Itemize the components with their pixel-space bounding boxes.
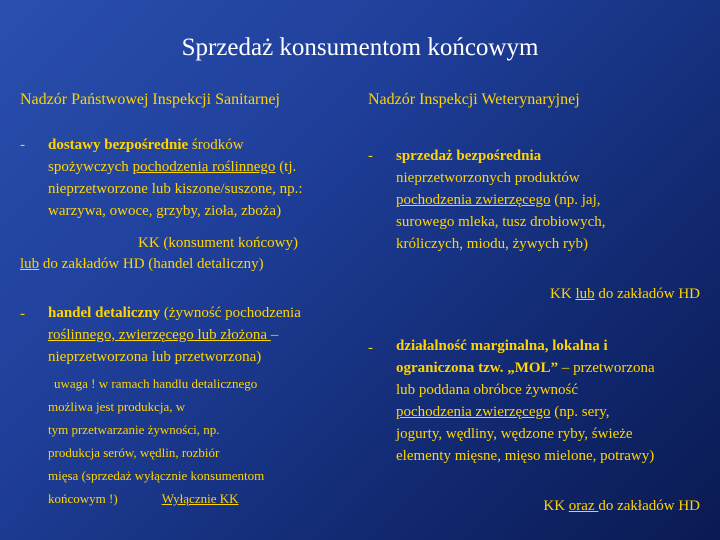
- left-item1-line2a: spożywczych: [48, 159, 133, 175]
- right-item2-line4u: pochodzenia zwierzęcego: [396, 404, 551, 420]
- right-item1-dash: -: [368, 148, 373, 164]
- left-item2-after: (żywność pochodzenia: [160, 305, 301, 321]
- right-item1-line4: surowego mleka, tusz drobiowych,: [396, 214, 606, 230]
- right-item2-line3: lub poddana obróbce żywność: [396, 382, 579, 398]
- left-item1-line4: warzywa, owoce, grzyby, zioła, zboża): [48, 203, 282, 219]
- left-item1-text: [48, 134, 368, 222]
- right-item1-line3b: (np. jaj,: [550, 192, 601, 208]
- left-item2-line3: nieprzetworzona lub przetworzona): [48, 349, 262, 365]
- right-item2-bold2: ograniczona tzw. „MOL”: [396, 360, 559, 376]
- right-item1-text: [396, 145, 706, 255]
- left-item1-after: środków: [188, 137, 244, 153]
- left-item1-hd-rest: do zakładów HD (handel detaliczny): [39, 256, 264, 272]
- left-item2-line2u: roślinnego, zwierzęcego lub złożona: [48, 327, 271, 343]
- warning-line2: możliwa jest produkcja, w: [48, 399, 186, 414]
- left-item1-line3: nieprzetworzone lub kiszone/suszone, np.:: [48, 181, 303, 197]
- left-item1-hd-lub: lub: [20, 256, 40, 272]
- right-item2-line5: jogurty, wędliny, wędzone ryby, świeże: [396, 426, 633, 442]
- warning-line3: tym przetwarzanie żywności, np.: [48, 422, 220, 437]
- warning-line6a: końcowym !): [48, 491, 118, 506]
- right-kk2-a: KK: [543, 498, 569, 514]
- right-kk1-b: do zakładów HD: [594, 286, 700, 302]
- right-item1-line5: króliczych, miodu, żywych ryb): [396, 236, 589, 252]
- warning-line5: mięsa (sprzedaż wyłącznie konsumentom: [48, 468, 265, 483]
- right-item1-line2: nieprzetworzonych produktów: [396, 170, 580, 186]
- right-heading: Nadzór Inspekcji Weterynaryjnej: [368, 91, 580, 108]
- right-item2-text: [396, 335, 712, 467]
- left-item1-kk: KK (konsument końcowy): [138, 235, 298, 251]
- right-kk1-u: lub: [575, 286, 595, 302]
- left-item2-bold: handel detaliczny: [48, 305, 161, 321]
- warning-line1: uwaga ! w ramach handlu detalicznego: [54, 376, 258, 391]
- warning-line6u: Wyłącznie KK: [161, 491, 239, 506]
- left-heading: Nadzór Państwowej Inspekcji Sanitarnej: [20, 91, 280, 108]
- left-item2-text: [48, 302, 368, 368]
- left-item1-dash: -: [20, 137, 25, 153]
- right-item1-bold: sprzedaż bezpośrednia: [396, 148, 542, 164]
- left-item1-bold: dostawy bezpośrednie: [48, 137, 189, 153]
- left-item1-hd: [20, 253, 264, 275]
- left-item1-line2b: (tj.: [275, 159, 297, 175]
- left-item2-dash: -: [20, 306, 25, 322]
- page-title: Sprzedaż konsumentom końcowym: [181, 34, 539, 61]
- right-kk1: [400, 283, 700, 305]
- right-kk2: [400, 495, 700, 517]
- right-kk1-a: KK: [550, 286, 576, 302]
- right-item1-line3u: pochodzenia zwierzęcego: [396, 192, 551, 208]
- right-kk2-b: do zakładów HD: [598, 498, 700, 514]
- right-item2-after: – przetworzona: [558, 360, 655, 376]
- right-item2-bold1: działalność marginalna, lokalna i: [396, 338, 608, 354]
- left-item2-line2b: –: [270, 327, 279, 343]
- warning-line4: produkcja serów, wędlin, rozbiór: [48, 445, 220, 460]
- right-kk2-u: oraz: [568, 498, 599, 514]
- left-item1-line2u: pochodzenia roślinnego: [132, 159, 276, 175]
- right-item2-line6: elementy mięsne, mięso mielone, potrawy): [396, 448, 655, 464]
- right-item2-line4b: (np. sery,: [550, 404, 610, 420]
- right-item2-dash: -: [368, 340, 373, 356]
- warning-note: [48, 372, 368, 510]
